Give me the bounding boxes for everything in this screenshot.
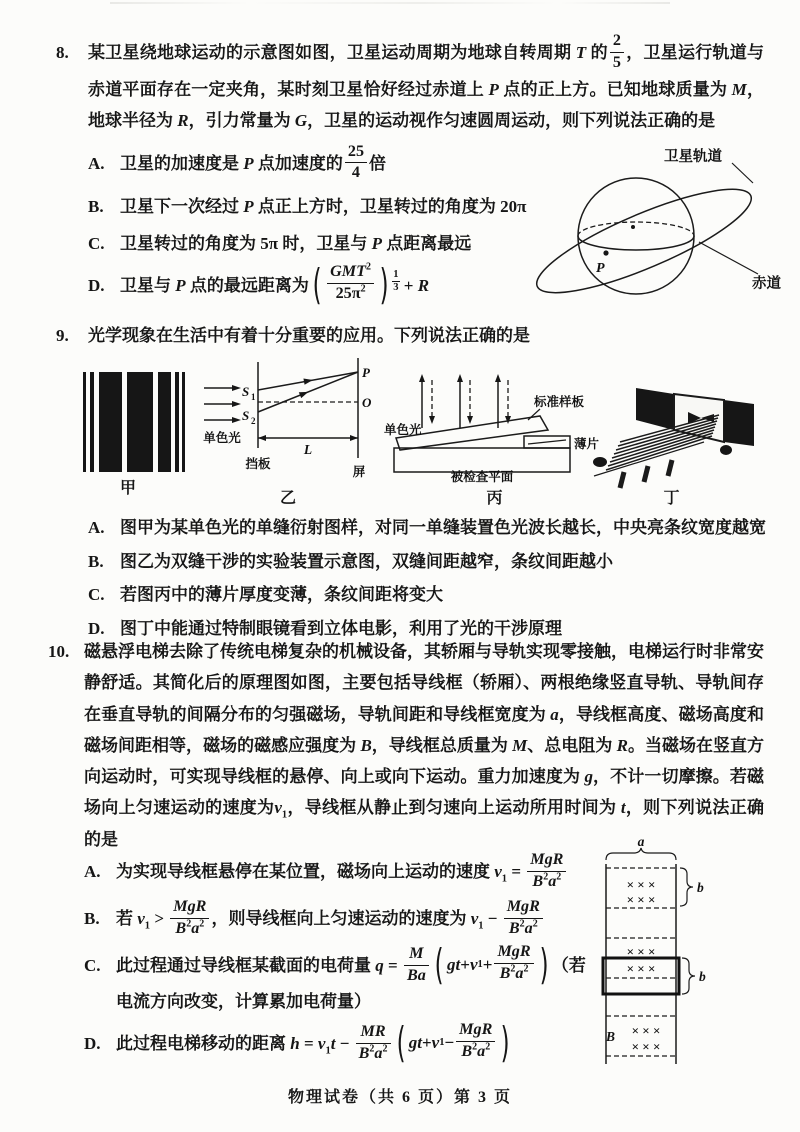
orbit-label: 卫星轨道 (664, 149, 722, 165)
question-9-number: 9. (56, 326, 69, 345)
option-text: 卫星的加速度是 P 点加速度的 $\frac{25}{4}$ 倍 (120, 142, 387, 182)
point-p-label: P (596, 261, 605, 276)
satellite-orbit-figure (536, 146, 794, 316)
question-10-option-c (84, 940, 589, 1018)
standard-plate-label: 标准样板 (534, 395, 585, 409)
maglev-elevator-figure (594, 832, 706, 1072)
question-8-option-a (88, 142, 560, 185)
option-text: 卫星转过的角度为 5π 时，卫星与 P 点距离最远 (120, 234, 472, 254)
figure-caption-yi: 乙 (279, 490, 296, 507)
option-text: 若 $v_1$ > $\frac{\text{MgR}}{B^2a^2}$ ，则导线框向上匀速运动的速度为 $v_1$ − $\frac{\text{MgR}}{B^2a^2}$ (116, 900, 589, 940)
inspected-surface-label: 被检查平面 (450, 470, 514, 484)
question-9-figures (40, 352, 784, 512)
option-label: B. (88, 196, 104, 216)
slit-s2-subscript: 2 (251, 416, 256, 426)
double-slit-experiment-figure (198, 350, 378, 508)
option-text: 此过程通过导线框某截面的电荷量 q = $\frac{M}{Ba}$ ( gt + v 1 + $\frac{\text{MgR}}{B^2a^2}$ ) （若电流方向改变，计算累加电荷量） (116, 940, 586, 1012)
question-10-number: 10. (48, 642, 70, 661)
baffle-label: 挡板 (245, 457, 271, 471)
option-label: D. (88, 618, 105, 638)
question-8-number: 8. (56, 42, 69, 62)
air-wedge-inspection-figure (382, 370, 607, 508)
field-cross-row: × × × (626, 877, 656, 892)
question-10 (48, 636, 764, 855)
equator-label: 赤道 (752, 276, 781, 292)
option-text: 为实现导线框悬停在某位置，磁场向上运动的速度 $v_1$ = $\frac{\text{MgR}}{B^2a^2}$ (116, 853, 589, 893)
field-cross-row: × × × (626, 892, 656, 907)
question-8-option-c (88, 229, 560, 260)
question-10-options (84, 846, 589, 1072)
question-8-stem: 某卫星绕地球运动的示意图如图，卫星运动周期为地球自转周期 T 的 $\frac{2}{5}$ ，卫星运行轨道与赤道平面存在一定夹角，某时刻卫星恰好经过赤道上 P 点的正上方。已知地球质量为 M，地球半径为 R，引力常量为 G，卫星的运动视作匀速圆周运动，则下列说法正确的是 (88, 32, 765, 131)
thin-film-label: 薄片 (574, 437, 600, 451)
option-text: 卫星与 P 点的最远距离为 ( $\frac{GMT^2}{25\pi^2}$ ) $^{\frac{1}{3}}$ + R (120, 260, 430, 310)
option-label: C. (88, 585, 105, 605)
question-10-option-a (84, 853, 589, 893)
option-text: 图乙为双缝干涉的实验装置示意图，双缝间距越窄，条纹间距越小 (120, 551, 613, 571)
question-10-option-b (84, 900, 589, 940)
question-9-option-c (88, 580, 766, 611)
field-b-label: B (606, 1029, 616, 1044)
single-slit-diffraction-pattern-figure (68, 372, 188, 498)
question-9-stem: 光学现象在生活中有着十分重要的应用。下列说法正确的是 (88, 326, 530, 345)
option-text: 图丁中能通过特制眼镜看到立体电影，利用了光的干涉原理 (120, 618, 562, 638)
option-label: A. (84, 861, 101, 881)
field-cross-row: × × × (631, 1023, 661, 1038)
option-text: 若图丙中的薄片厚度变薄，条纹间距将变大 (120, 585, 443, 605)
figure-caption-jia: 甲 (119, 480, 136, 497)
option-label: B. (84, 909, 100, 929)
question-8-options (88, 142, 560, 310)
question-9-option-a (88, 513, 766, 544)
option-label: A. (88, 153, 105, 173)
3d-movie-figure (584, 370, 759, 508)
question-9-option-b (88, 547, 766, 578)
point-o-label: O (362, 395, 372, 410)
band-height-b-label: b (697, 880, 704, 895)
question-8-option-b (88, 192, 560, 223)
option-label: B. (88, 551, 104, 571)
option-label: D. (84, 1034, 101, 1054)
point-p-label: P (362, 365, 370, 380)
option-label: C. (84, 956, 101, 976)
slit-s2-label: S (242, 408, 250, 423)
monochromatic-light-label: 单色光 (384, 423, 422, 437)
field-cross-row: × × × (626, 961, 656, 976)
page-footer: 物理试卷（共 6 页）第 3 页 (287, 1089, 512, 1106)
distance-l-label: L (303, 442, 313, 457)
option-text: 图甲为某单色光的单缝衍射图样，对同一单缝装置色光波长越长，中央亮条纹宽度越宽 (120, 518, 766, 537)
option-label: C. (88, 234, 105, 254)
scan-artifact (110, 2, 670, 4)
question-8-option-d (88, 260, 560, 310)
option-label: D. (88, 276, 105, 296)
slit-s1-label: S (242, 384, 250, 399)
screen-label: 屏 (352, 465, 366, 479)
monochromatic-light-label: 单色光 (203, 431, 241, 445)
question-9-options (56, 510, 766, 647)
figure-caption-bing: 丙 (486, 490, 503, 507)
slit-s1-subscript: 1 (251, 392, 256, 402)
question-10-stem: 磁悬浮电梯去除了传统电梯复杂的机械设备，其轿厢与导轨实现零接触，电梯运行时非常安静舒适。其简化后的原理图如图，主要包括导线框（轿厢）、两根绝缘竖直导轨、导轨间存在垂直导轨的间隔分布的匀强磁场，导轨间距和导线框宽度为 a，导线框高度、磁场高度和磁场间距相等，磁场的磁感应强度为 B，导线框总质量为 M、总电阻为 R。当磁场在竖直方向运动时，可实现导线框的悬停、向上或向下运动。重力加速度为 g，不计一切摩擦。若磁场向上匀速运动的速度为$v_1$，导线框从静止到匀速向上运动所用时间为 t，则下列说法正确的是 (84, 642, 765, 849)
option-label: A. (88, 518, 105, 537)
band-height-b-label: b (699, 969, 706, 984)
option-text: 卫星下一次经过 P 点正上方时，卫星转过的角度为 20π (120, 196, 527, 216)
option-text: 此过程电梯移动的距离 $h = v_1t$ − $\frac{MR}{B^2a^2}$ ( gt + v 1 − $\frac{\text{MgR}}{B^2a^2}$ ) (116, 1018, 510, 1068)
rail-width-a-label: a (637, 834, 645, 849)
question-9 (56, 320, 764, 351)
figure-caption-ding: 丁 (663, 490, 680, 507)
field-cross-row: × × × (626, 944, 656, 959)
field-cross-row: × × × (631, 1039, 661, 1054)
question-10-option-d (84, 1018, 589, 1068)
